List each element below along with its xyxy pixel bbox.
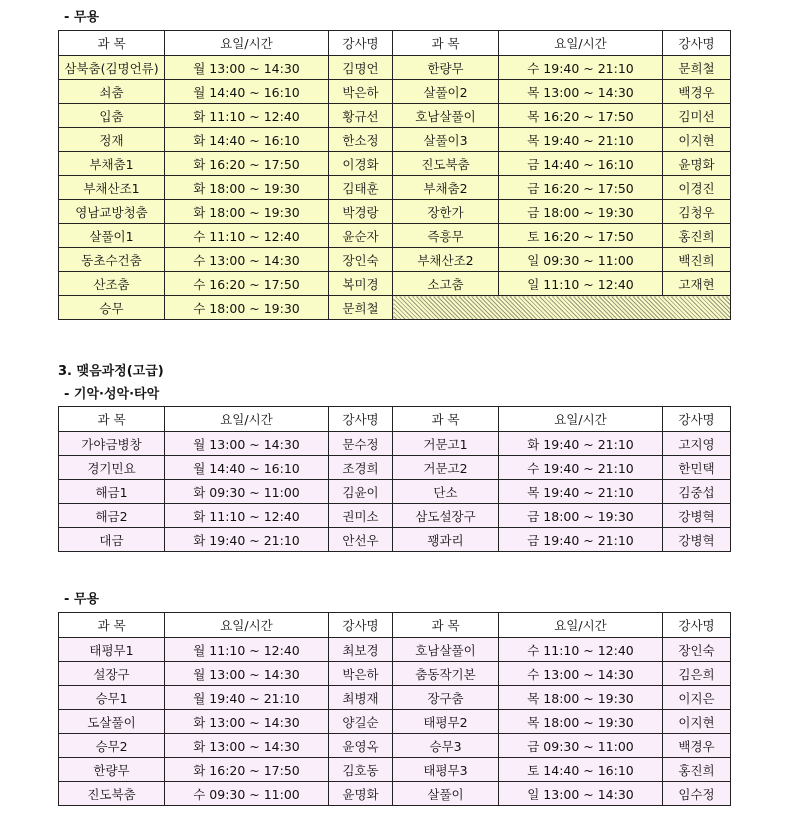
- instructor-cell: 문희철: [329, 296, 393, 320]
- table-row: [59, 104, 731, 128]
- schedule-cell: 금 18:00 ~ 19:30: [499, 504, 663, 528]
- schedule-cell: 월 13:00 ~ 14:30: [165, 56, 329, 80]
- instructor-cell: 홍진희: [663, 224, 731, 248]
- instructor-cell: 최병재: [329, 686, 393, 710]
- table-row: [59, 686, 731, 710]
- course-cell: 해금2: [59, 504, 165, 528]
- instructor-cell: 황규선: [329, 104, 393, 128]
- table-row: [59, 272, 731, 296]
- schedule-cell: 목 19:40 ~ 21:10: [499, 480, 663, 504]
- instructor-cell: 복미경: [329, 272, 393, 296]
- schedule-cell: 일 11:10 ~ 12:40: [499, 272, 663, 296]
- instructor-cell: 김은희: [663, 662, 731, 686]
- table-row: [59, 456, 731, 480]
- column-header: 과 목: [59, 407, 165, 432]
- instructor-cell: 윤순자: [329, 224, 393, 248]
- course-cell: 진도북춤: [59, 782, 165, 806]
- schedule-cell: 월 14:40 ~ 16:10: [165, 456, 329, 480]
- table-row: [59, 152, 731, 176]
- schedule-cell: 월 19:40 ~ 21:10: [165, 686, 329, 710]
- instructor-cell: 박은하: [329, 80, 393, 104]
- instructor-cell: 김중섭: [663, 480, 731, 504]
- course-cell: 살풀이3: [393, 128, 499, 152]
- instructor-cell: 최보경: [329, 638, 393, 662]
- course-cell: 부채춤1: [59, 152, 165, 176]
- course-cell: 산조춤: [59, 272, 165, 296]
- header-row: [59, 613, 731, 638]
- schedule-cell: 월 13:00 ~ 14:30: [165, 432, 329, 456]
- schedule-cell: 금 09:30 ~ 11:00: [499, 734, 663, 758]
- column-header: 강사명: [663, 407, 731, 432]
- instructor-cell: 박경랑: [329, 200, 393, 224]
- course-cell: 태평무2: [393, 710, 499, 734]
- table-row: [59, 662, 731, 686]
- course-cell: 대금: [59, 528, 165, 552]
- schedule-cell: 토 16:20 ~ 17:50: [499, 224, 663, 248]
- course-cell: 호남살풀이: [393, 638, 499, 662]
- schedule-cell: 화 11:10 ~ 12:40: [165, 104, 329, 128]
- section3-subheading: - 무용: [64, 592, 100, 607]
- course-cell: 춤동작기본: [393, 662, 499, 686]
- schedule-cell: 화 19:40 ~ 21:10: [165, 528, 329, 552]
- instructor-cell: 문수정: [329, 432, 393, 456]
- column-header: 강사명: [329, 407, 393, 432]
- course-cell: 태평무3: [393, 758, 499, 782]
- schedule-cell: 일 13:00 ~ 14:30: [499, 782, 663, 806]
- schedule-cell: 화 19:40 ~ 21:10: [499, 432, 663, 456]
- instructor-cell: 고지영: [663, 432, 731, 456]
- instructor-cell: 양길순: [329, 710, 393, 734]
- schedule-cell: 화 14:40 ~ 16:10: [165, 128, 329, 152]
- schedule-cell: 월 11:10 ~ 12:40: [165, 638, 329, 662]
- schedule-cell: 수 16:20 ~ 17:50: [165, 272, 329, 296]
- course-cell: 장한가: [393, 200, 499, 224]
- course-cell: 승무1: [59, 686, 165, 710]
- table-row: [59, 734, 731, 758]
- column-header: 과 목: [59, 31, 165, 56]
- schedule-table-music-advanced: [58, 406, 731, 552]
- instructor-cell: 백진희: [663, 248, 731, 272]
- instructor-cell: 김윤이: [329, 480, 393, 504]
- schedule-cell: 금 16:20 ~ 17:50: [499, 176, 663, 200]
- schedule-cell: 수 13:00 ~ 14:30: [499, 662, 663, 686]
- course-cell: 부채산조2: [393, 248, 499, 272]
- schedule-cell: 수 18:00 ~ 19:30: [165, 296, 329, 320]
- header-row: [59, 31, 731, 56]
- course-cell: 설장구: [59, 662, 165, 686]
- column-header: 강사명: [663, 613, 731, 638]
- course-cell: 도살풀이: [59, 710, 165, 734]
- table-row: [59, 176, 731, 200]
- column-header: 강사명: [329, 613, 393, 638]
- course-cell: 거문고1: [393, 432, 499, 456]
- table-row: [59, 128, 731, 152]
- header-row: [59, 407, 731, 432]
- instructor-cell: 김미선: [663, 104, 731, 128]
- instructor-cell: 고재현: [663, 272, 731, 296]
- instructor-cell: 김청우: [663, 200, 731, 224]
- instructor-cell: 안선우: [329, 528, 393, 552]
- column-header: 강사명: [663, 31, 731, 56]
- empty-hatched-cell: [393, 296, 731, 320]
- instructor-cell: 홍진희: [663, 758, 731, 782]
- schedule-table-dance-intermediate: [58, 30, 731, 320]
- section1-subheading: - 무용: [64, 10, 100, 25]
- course-cell: 거문고2: [393, 456, 499, 480]
- course-cell: 꽹과리: [393, 528, 499, 552]
- course-cell: 동초수건춤: [59, 248, 165, 272]
- table-row: [59, 710, 731, 734]
- schedule-cell: 월 14:40 ~ 16:10: [165, 80, 329, 104]
- table-row: [59, 224, 731, 248]
- column-header: 과 목: [59, 613, 165, 638]
- course-cell: 삼북춤(김명언류): [59, 56, 165, 80]
- table-row: [59, 200, 731, 224]
- course-cell: 단소: [393, 480, 499, 504]
- schedule-cell: 금 14:40 ~ 16:10: [499, 152, 663, 176]
- column-header: 요일/시간: [499, 613, 663, 638]
- schedule-cell: 수 19:40 ~ 21:10: [499, 56, 663, 80]
- table-row: [59, 758, 731, 782]
- course-cell: 호남살풀이: [393, 104, 499, 128]
- schedule-cell: 화 18:00 ~ 19:30: [165, 176, 329, 200]
- instructor-cell: 백경우: [663, 80, 731, 104]
- instructor-cell: 문희철: [663, 56, 731, 80]
- table-row: [59, 296, 731, 320]
- column-header: 요일/시간: [165, 613, 329, 638]
- instructor-cell: 장인숙: [663, 638, 731, 662]
- column-header: 과 목: [393, 407, 499, 432]
- course-cell: 한량무: [393, 56, 499, 80]
- course-cell: 살풀이: [393, 782, 499, 806]
- instructor-cell: 백경우: [663, 734, 731, 758]
- table-row: [59, 528, 731, 552]
- instructor-cell: 김호동: [329, 758, 393, 782]
- column-header: 요일/시간: [499, 31, 663, 56]
- course-cell: 살풀이1: [59, 224, 165, 248]
- schedule-cell: 토 14:40 ~ 16:10: [499, 758, 663, 782]
- column-header: 과 목: [393, 613, 499, 638]
- instructor-cell: 이경진: [663, 176, 731, 200]
- course-cell: 살풀이2: [393, 80, 499, 104]
- schedule-cell: 화 13:00 ~ 14:30: [165, 710, 329, 734]
- course-cell: 한량무: [59, 758, 165, 782]
- table-row: [59, 80, 731, 104]
- course-cell: 진도북춤: [393, 152, 499, 176]
- course-cell: 영남교방청춤: [59, 200, 165, 224]
- instructor-cell: 한소정: [329, 128, 393, 152]
- instructor-cell: 윤명화: [329, 782, 393, 806]
- instructor-cell: 강병혁: [663, 504, 731, 528]
- schedule-cell: 화 16:20 ~ 17:50: [165, 152, 329, 176]
- course-cell: 쇠춤: [59, 80, 165, 104]
- instructor-cell: 김태훈: [329, 176, 393, 200]
- schedule-cell: 수 19:40 ~ 21:10: [499, 456, 663, 480]
- course-cell: 가야금병창: [59, 432, 165, 456]
- course-cell: 즉흥무: [393, 224, 499, 248]
- instructor-cell: 조경희: [329, 456, 393, 480]
- schedule-cell: 목 16:20 ~ 17:50: [499, 104, 663, 128]
- schedule-cell: 목 19:40 ~ 21:10: [499, 128, 663, 152]
- instructor-cell: 강병혁: [663, 528, 731, 552]
- schedule-cell: 수 09:30 ~ 11:00: [165, 782, 329, 806]
- schedule-cell: 목 18:00 ~ 19:30: [499, 710, 663, 734]
- course-cell: 삼도설장구: [393, 504, 499, 528]
- course-cell: 승무: [59, 296, 165, 320]
- course-cell: 소고춤: [393, 272, 499, 296]
- schedule-table-dance-advanced: [58, 612, 731, 806]
- table-row: [59, 782, 731, 806]
- course-cell: 태평무1: [59, 638, 165, 662]
- schedule-cell: 수 13:00 ~ 14:30: [165, 248, 329, 272]
- instructor-cell: 박은하: [329, 662, 393, 686]
- instructor-cell: 이경화: [329, 152, 393, 176]
- section2-title: 3. 맺음과정(고급): [58, 364, 164, 379]
- course-cell: 부채산조1: [59, 176, 165, 200]
- schedule-cell: 화 18:00 ~ 19:30: [165, 200, 329, 224]
- schedule-cell: 월 13:00 ~ 14:30: [165, 662, 329, 686]
- column-header: 강사명: [329, 31, 393, 56]
- schedule-cell: 금 18:00 ~ 19:30: [499, 200, 663, 224]
- course-cell: 장구춤: [393, 686, 499, 710]
- schedule-cell: 일 09:30 ~ 11:00: [499, 248, 663, 272]
- schedule-cell: 수 11:10 ~ 12:40: [165, 224, 329, 248]
- course-cell: 해금1: [59, 480, 165, 504]
- instructor-cell: 장인숙: [329, 248, 393, 272]
- instructor-cell: 임수정: [663, 782, 731, 806]
- column-header: 요일/시간: [165, 407, 329, 432]
- schedule-cell: 화 09:30 ~ 11:00: [165, 480, 329, 504]
- table-row: [59, 504, 731, 528]
- table-row: [59, 638, 731, 662]
- instructor-cell: 권미소: [329, 504, 393, 528]
- table-row: [59, 56, 731, 80]
- course-cell: 입춤: [59, 104, 165, 128]
- table-row: [59, 432, 731, 456]
- schedule-cell: 수 11:10 ~ 12:40: [499, 638, 663, 662]
- instructor-cell: 한민택: [663, 456, 731, 480]
- table-row: [59, 248, 731, 272]
- column-header: 요일/시간: [499, 407, 663, 432]
- column-header: 과 목: [393, 31, 499, 56]
- course-cell: 승무2: [59, 734, 165, 758]
- column-header: 요일/시간: [165, 31, 329, 56]
- schedule-cell: 목 13:00 ~ 14:30: [499, 80, 663, 104]
- schedule-cell: 화 13:00 ~ 14:30: [165, 734, 329, 758]
- course-cell: 정재: [59, 128, 165, 152]
- instructor-cell: 이지은: [663, 686, 731, 710]
- schedule-cell: 금 19:40 ~ 21:10: [499, 528, 663, 552]
- schedule-cell: 화 16:20 ~ 17:50: [165, 758, 329, 782]
- instructor-cell: 이지현: [663, 710, 731, 734]
- section2-subheading: - 기악·성악·타악: [64, 387, 160, 402]
- table-row: [59, 480, 731, 504]
- instructor-cell: 김명언: [329, 56, 393, 80]
- course-cell: 부채춤2: [393, 176, 499, 200]
- instructor-cell: 윤영옥: [329, 734, 393, 758]
- schedule-cell: 화 11:10 ~ 12:40: [165, 504, 329, 528]
- course-cell: 경기민요: [59, 456, 165, 480]
- course-cell: 승무3: [393, 734, 499, 758]
- schedule-cell: 목 18:00 ~ 19:30: [499, 686, 663, 710]
- instructor-cell: 이지현: [663, 128, 731, 152]
- instructor-cell: 윤명화: [663, 152, 731, 176]
